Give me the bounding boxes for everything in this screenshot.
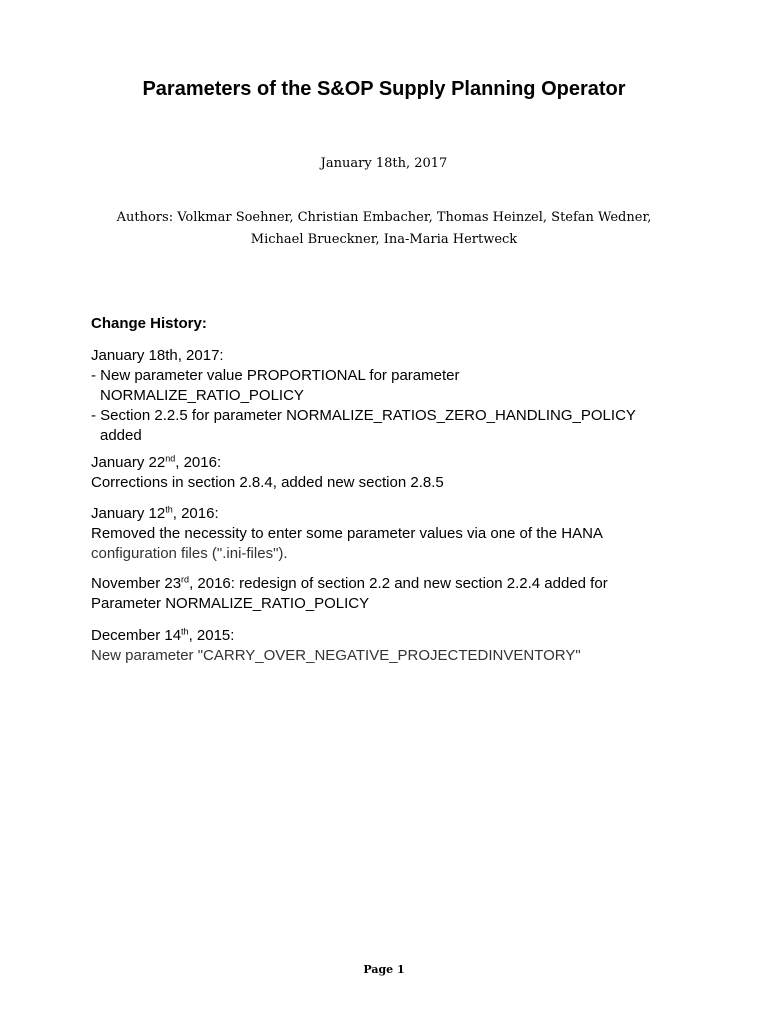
entry-line: New parameter "CARRY_OVER_NEGATIVE_PROJECTEDINVENTORY" bbox=[91, 647, 581, 664]
entry-date: January 12th, 2016: bbox=[91, 504, 219, 522]
entry-line: - New parameter value PROPORTIONAL for parameter bbox=[91, 367, 460, 384]
entry-line: Corrections in section 2.8.4, added new section 2.8.5 bbox=[91, 474, 444, 491]
entry-line: Removed the necessity to enter some parameter values via one of the HANA bbox=[91, 525, 603, 542]
change-entry-2015-12-14 bbox=[91, 626, 675, 666]
entry-line: Parameter NORMALIZE_RATIO_POLICY bbox=[91, 595, 370, 612]
entry-line: added bbox=[100, 427, 142, 444]
document-date: January 18th, 2017 bbox=[320, 156, 448, 171]
page-number: Page 1 bbox=[363, 963, 405, 976]
change-entry-2017-01-18 bbox=[91, 346, 675, 446]
authors-block bbox=[0, 207, 768, 251]
entry-line: - Section 2.2.5 for parameter NORMALIZE_RATIOS_ZERO_HANDLING_POLICY bbox=[91, 407, 636, 424]
change-history-heading: Change History: bbox=[91, 315, 207, 332]
change-entry-2016-01-22 bbox=[91, 453, 675, 493]
entry-date: January 18th, 2017: bbox=[91, 347, 224, 364]
authors-line-2: Michael Brueckner, Ina-Maria Hertweck bbox=[250, 232, 518, 247]
entry-date: November 23rd, 2016: redesign of section 2.2 and new section 2.2.4 added for bbox=[91, 574, 608, 592]
authors-line-1: Authors: Volkmar Soehner, Christian Embacher, Thomas Heinzel, Stefan Wedner, bbox=[116, 210, 652, 225]
change-entry-2016-01-12 bbox=[91, 504, 675, 564]
change-entry-2016-11-23 bbox=[91, 574, 675, 614]
entry-date: January 22nd, 2016: bbox=[91, 453, 222, 471]
document-title: Parameters of the S&OP Supply Planning Operator bbox=[142, 78, 626, 100]
entry-line: configuration files (".ini-files"). bbox=[91, 545, 288, 562]
entry-date: December 14th, 2015: bbox=[91, 626, 235, 644]
entry-line: NORMALIZE_RATIO_POLICY bbox=[100, 387, 304, 404]
